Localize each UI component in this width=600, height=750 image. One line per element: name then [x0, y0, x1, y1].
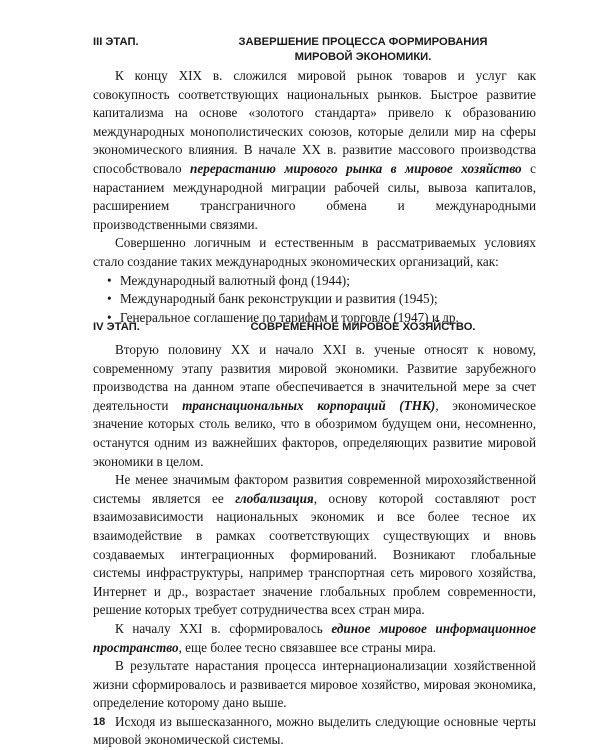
bullet-icon: •: [107, 291, 112, 307]
paragraph: В результате нарастания процесса интернационализации хозяйственной жизни сформировалось и развивается мировое хозяйство, мировая экономика, определение которому дано выше.: [93, 658, 536, 711]
section-3-title: ЗАВЕРШЕНИЕ ПРОЦЕССА ФОРМИРОВАНИЯ МИРОВОЙ ЭКОНОМИКИ.: [238, 36, 488, 63]
bullet-icon: •: [107, 272, 112, 288]
paragraph: Совершенно логичным и естественным в рассматриваемых условиях стало создание таких международных экономических организаций, как:: [93, 235, 536, 269]
paragraph: Не менее значимым фактором развития современной мирохозяйственной системы является ее глобализация, основу которой составляют рост взаимозависимости национальных экономик и все более тесное их взаимодействие в рамках соответствующих существующих и вновь создаваемых интеграционных формирований. Возникают глобальные системы инфраструктуры, например транспортная сеть мирового хозяйства, Интернет и др., возрастает значение глобальных проблем современности, решение которых требует сотрудничества всех стран мира.: [93, 472, 536, 618]
bullet-icon: •: [107, 309, 112, 325]
paragraph: К концу XIX в. сложился мировой рынок товаров и услуг как совокупность соответствующих национальных рынков. Быстрое развитие капитализма на основе «золотого стандарта» привело к образованию международных монополистических союзов, которые делили мир на сферы экономического влияния. В начале XX в. развитие массового производства способствовало перерастанию мирового рынка в мировое хозяйство с нарастанием международной миграции рабочей силы, вывоза капиталов, расширением трансграничного обмена и международными производственными связями.: [93, 68, 536, 232]
list-item: • Международный банк реконструкции и развития (1945);: [93, 290, 536, 309]
section-4-label: IV ЭТАП.: [93, 321, 140, 333]
paragraph: К началу XXI в. сформировалось единое мировое информационное пространство, еще более тесно связавшее все страны мира.: [93, 620, 536, 655]
emphasis: перерастанию мирового рынка в мировое хозяйство: [190, 160, 522, 176]
paragraph: Исходя из вышесказанного, можно выделить следующие основные черты мировой экономической системы.: [93, 713, 536, 748]
emphasis: глобализация: [235, 490, 314, 506]
section-3-label: III ЭТАП.: [93, 36, 139, 48]
section-4-title: СОВРЕМЕННОЕ МИРОВОЕ ХОЗЯЙСТВО.: [250, 321, 476, 333]
emphasis: транснациональных корпораций (ТНК): [182, 397, 436, 413]
section-4-body: [93, 341, 536, 750]
paragraph: Вторую половину XX и начало XXI в. ученые относят к новому, современному этапу развития мировой экономики. Развитие зарубежного производства на данном этапе обеспечивается в значительной мере за счет деятельности транснациональных корпораций (ТНК), экономическое значение которых столь велико, что в обозримом будущем они, несомненно, останутся одним из важнейших факторов, определяющих развитие мировой экономики в целом.: [93, 342, 537, 469]
page-number: 18: [93, 716, 106, 728]
emphasis: единое мировое информационное пространство: [93, 620, 536, 655]
section-3-body: [93, 67, 536, 327]
list-item: • Генеральное соглашение по тарифам и торговле (1947) и др.: [93, 309, 536, 328]
list-item: • Международный валютный фонд (1944);: [93, 272, 536, 291]
organization-list: [93, 272, 536, 328]
